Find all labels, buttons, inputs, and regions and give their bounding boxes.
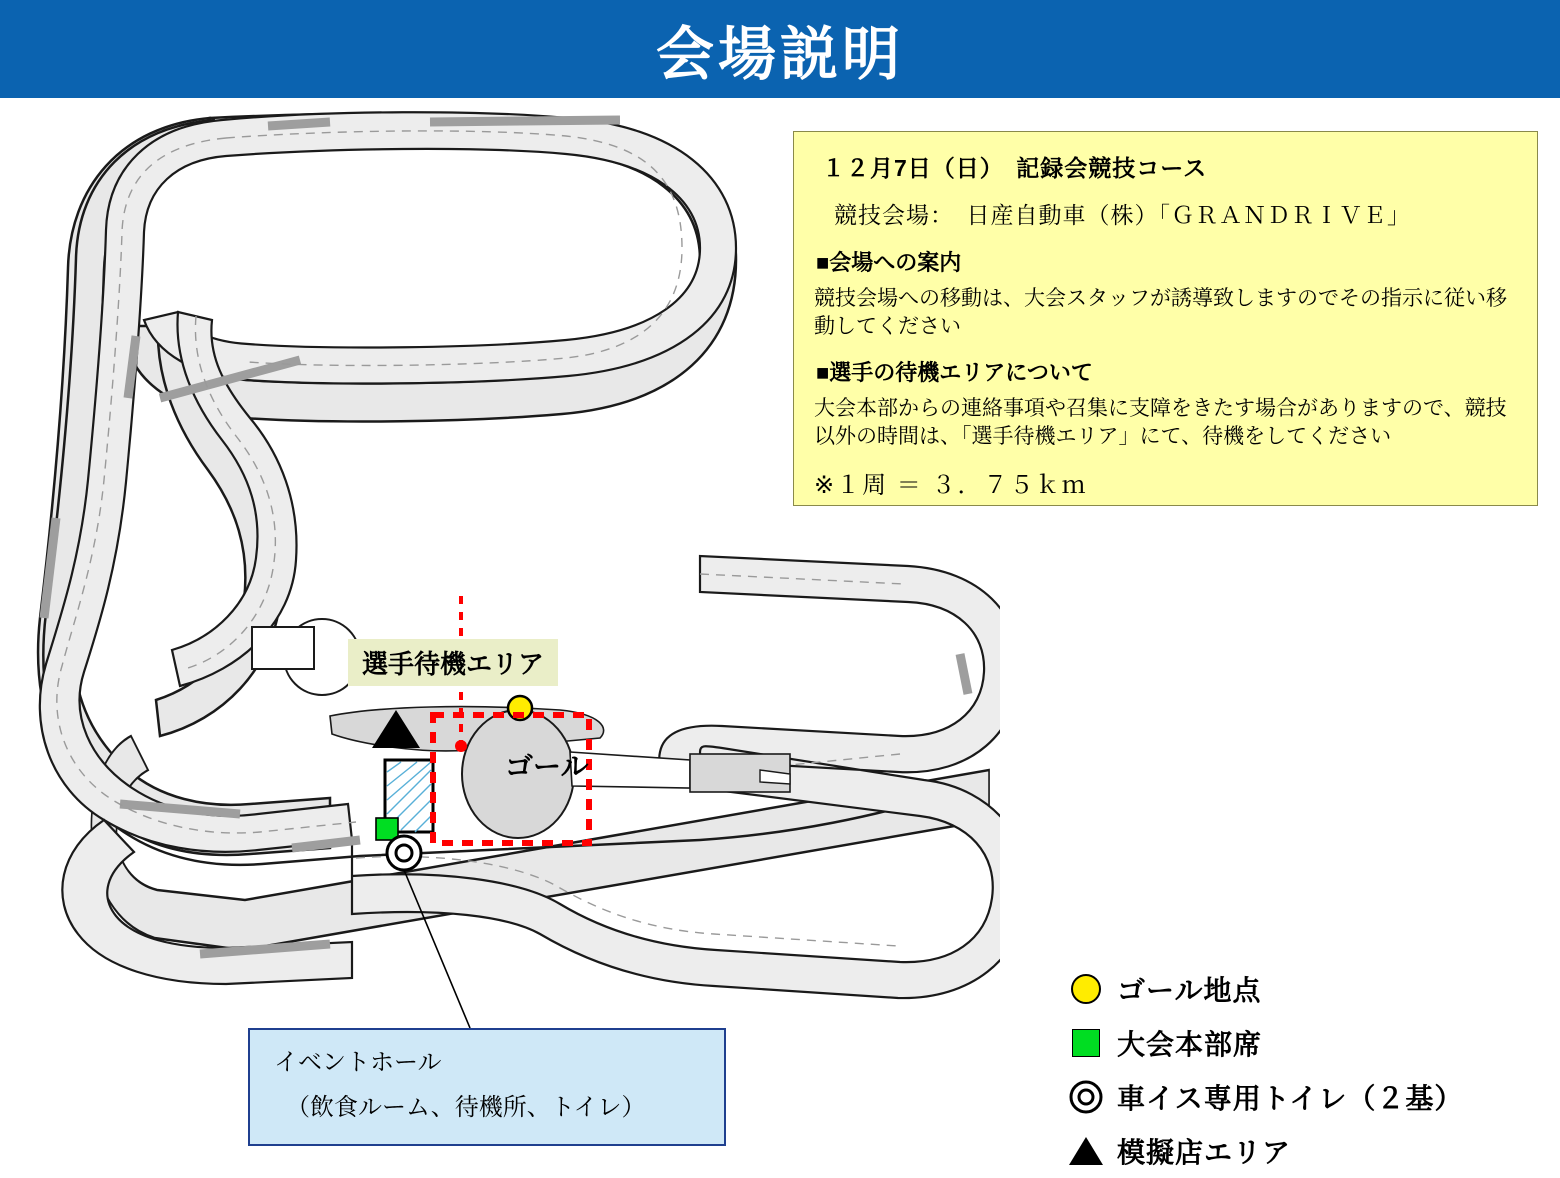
goal-point-icon — [1055, 974, 1117, 1004]
legend-label-toilet: 車イス専用トイレ（２基） — [1117, 1083, 1464, 1114]
info-lap-distance: ※１周 ＝ ３．７５ｋｍ — [814, 472, 1088, 500]
event-hall-line1: イベントホール — [274, 1049, 442, 1076]
page-header — [0, 0, 1560, 98]
map-legend — [1055, 962, 1525, 1178]
legend-label-hq: 大会本部席 — [1117, 1029, 1263, 1060]
event-hall-line2: （飲食ルーム、待機所、トイレ） — [286, 1094, 646, 1121]
legend-item-shop — [1055, 1124, 1525, 1178]
legend-item-hq — [1055, 1016, 1525, 1070]
event-hall-callout — [248, 1028, 726, 1146]
page-title: 会場説明 — [655, 20, 904, 88]
info-body-access: 競技会場への移動は、大会スタッフが誘導致しますのでその指示に従い移動してください — [814, 287, 1507, 339]
legend-item-toilet — [1055, 1070, 1525, 1124]
info-venue: 競技会場： 日産自動車（株）「ＧＲＡＮＤＲＩＶＥ」 — [834, 202, 1411, 228]
course-info-box — [793, 131, 1538, 506]
shop-area-icon — [1055, 1137, 1117, 1165]
wheelchair-toilet-icon — [1055, 1079, 1117, 1115]
goal-label: ゴール — [505, 751, 589, 782]
legend-item-goal — [1055, 962, 1525, 1016]
hq-seat-icon — [1055, 1029, 1117, 1057]
info-date-title: １２月7日（日） 記録会競技コース — [822, 155, 1208, 181]
info-heading-access: ■会場への案内 — [816, 250, 962, 275]
info-heading-waitarea: ■選手の待機エリアについて — [816, 359, 1093, 385]
wait-area-label: 選手待機エリア — [348, 639, 558, 686]
legend-label-shop: 模擬店エリア — [1117, 1137, 1292, 1168]
info-body-waitarea: 大会本部からの連絡事項や召集に支障をきたす場合がありますので、競技以外の時間は、「選手待機エリア」にて、待機をしてください — [814, 396, 1507, 449]
hq-seat-marker — [376, 818, 398, 840]
legend-label-goal: ゴール地点 — [1117, 975, 1262, 1006]
